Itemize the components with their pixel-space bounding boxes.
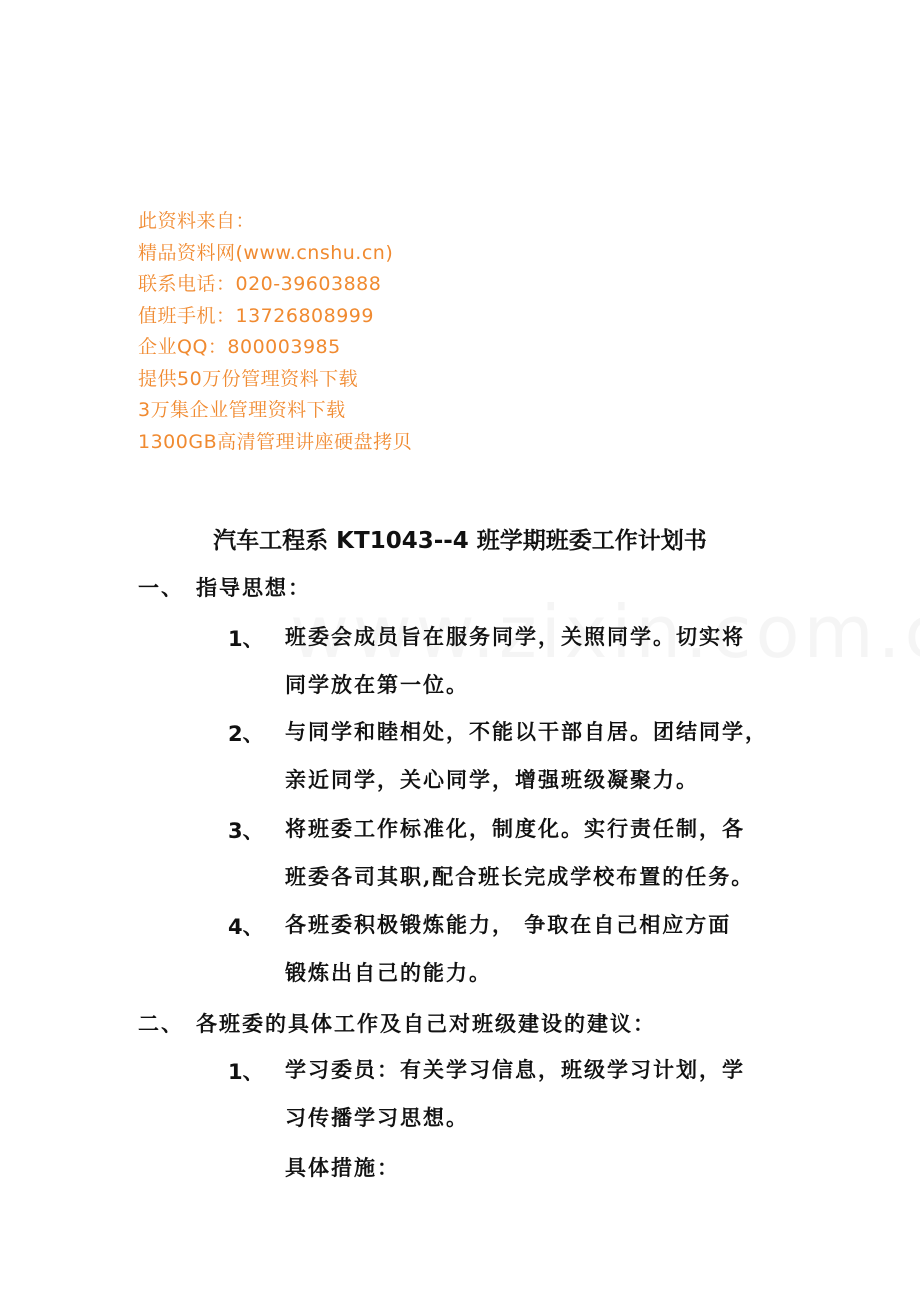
source-line: 值班手机：13726808999 [138,304,374,327]
source-line: 3万集企业管理资料下载 [138,399,346,421]
source-line: 联系电话：020-39603888 [138,273,382,295]
section-number: 一、 [138,575,184,600]
list-item [228,613,808,709]
section-label: 指导思想： [196,575,311,600]
source-line: 1300GB高清管理讲座硬盘拷贝 [138,430,413,453]
source-line: 提供50万份管理资料下载 [138,367,359,390]
list-item [228,708,808,804]
measures-label: 具体措施： [285,1155,400,1180]
item-text-line: 与同学和睦相处，不能以干部自居。团结同学， [285,719,768,744]
item-number: 2、 [228,722,264,746]
list-item [228,1046,808,1142]
item-text-line: 班委各司其职,配合班长完成学校布置的任务。 [285,864,755,889]
item-text-line: 各班委积极锻炼能力， 争取在自己相应方面 [285,912,732,937]
item-number: 4、 [228,915,264,939]
document-title: 汽车工程系 KT1043--4 班学期班委工作计划书 [213,528,707,554]
item-number: 1、 [228,1060,264,1084]
item-text-line: 学习委员：有关学习信息，班级学习计划，学 [285,1057,745,1082]
item-text-line: 将班委工作标准化，制度化。实行责任制，各 [285,816,745,841]
item-number: 3、 [228,819,264,843]
section-label: 各班委的具体工作及自己对班级建设的建议： [196,1011,656,1036]
list-item [228,805,808,901]
item-text-line: 班委会成员旨在服务同学，关照同学。切实将 [285,624,745,649]
list-item [228,901,808,997]
section-heading-committee-work [138,1008,656,1038]
section-number: 二、 [138,1011,184,1036]
item-text-line: 锻炼出自己的能力。 [285,960,492,985]
item-number: 1、 [228,627,264,651]
section-heading-guiding-ideas [138,572,311,602]
item-text-line: 习传播学习思想。 [285,1105,469,1130]
source-line: 此资料来自： [138,210,256,232]
item-text-line: 同学放在第一位。 [285,672,469,697]
source-line: 企业QQ：800003985 [138,336,341,358]
source-line: 精品资料网(www.cnshu.cn) [138,241,394,264]
source-info-block [138,206,412,458]
item-text-line: 亲近同学，关心同学，增强班级凝聚力。 [285,767,699,792]
